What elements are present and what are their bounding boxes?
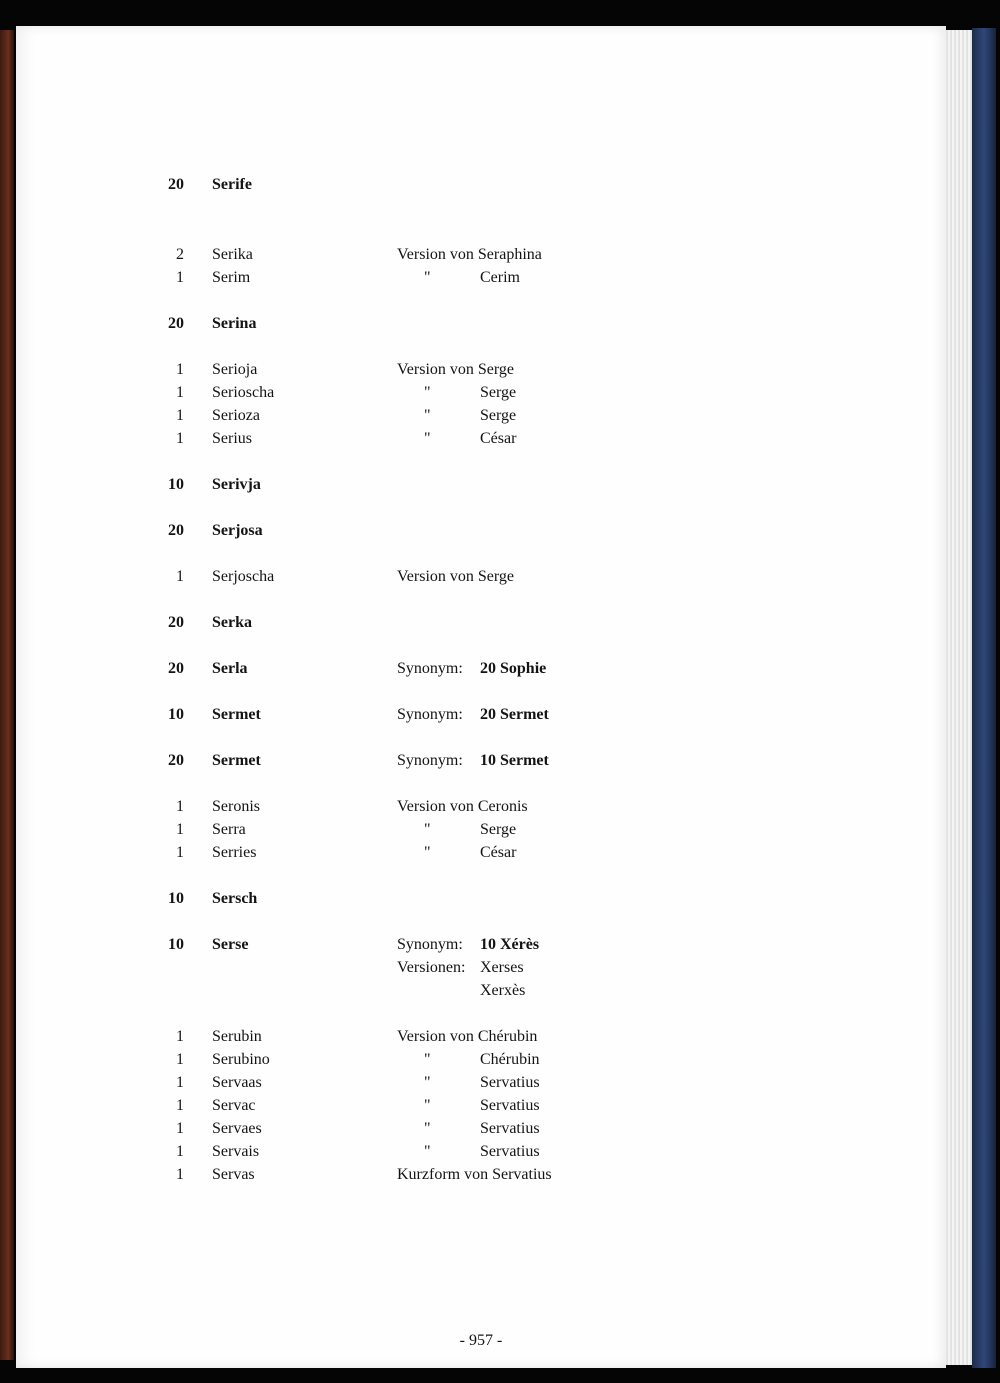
entry-frequency: 1 <box>176 844 184 861</box>
entry-note: Synonym: <box>397 752 463 769</box>
entry-name: Serubin <box>212 1028 262 1045</box>
entry-frequency: 1 <box>176 1028 184 1045</box>
entry-frequency: 20 <box>168 660 184 677</box>
name-entry-row <box>16 312 946 335</box>
entry-name: Serius <box>212 430 252 447</box>
name-entry-row <box>16 1163 946 1186</box>
entry-name: Servac <box>212 1097 256 1114</box>
name-entry-row <box>16 887 946 910</box>
entry-reference: 10 Xérès <box>480 936 540 953</box>
entry-name: Serjoscha <box>212 568 275 585</box>
name-entry-row <box>16 657 946 680</box>
name-entry-row <box>16 1117 946 1140</box>
book-cover-right <box>972 28 996 1368</box>
entry-name: Serioja <box>212 361 258 378</box>
entry-frequency: 1 <box>176 1120 184 1137</box>
entry-name: Serivja <box>212 476 261 493</box>
entry-reference: César <box>480 430 517 447</box>
entry-frequency: 20 <box>168 522 184 539</box>
entry-name: Servaas <box>212 1074 262 1091</box>
name-entry-row <box>16 1048 946 1071</box>
entry-name: Serka <box>212 614 252 631</box>
entry-reference: Chérubin <box>480 1051 540 1068</box>
entry-reference: Servatius <box>480 1097 540 1114</box>
name-entry-row <box>16 956 946 979</box>
name-entry-row <box>16 1094 946 1117</box>
entry-note: " <box>424 407 431 424</box>
entry-frequency: 10 <box>168 936 184 953</box>
name-entry-row <box>16 173 946 196</box>
entry-frequency: 1 <box>176 821 184 838</box>
entry-name: Servas <box>212 1166 255 1183</box>
entry-note: " <box>424 1143 431 1160</box>
name-entry-row <box>16 473 946 496</box>
entry-note: " <box>424 1051 431 1068</box>
entry-frequency: 1 <box>176 1074 184 1091</box>
entry-reference: Serge <box>480 821 517 838</box>
entry-frequency: 2 <box>176 246 184 263</box>
name-entries-list <box>16 26 946 1368</box>
entry-note: Kurzform von Servatius <box>397 1166 552 1183</box>
entry-frequency: 1 <box>176 361 184 378</box>
entry-name: Serra <box>212 821 246 838</box>
name-entry-row <box>16 1071 946 1094</box>
entry-note: " <box>424 384 431 401</box>
entry-reference: Xerxès <box>480 982 526 999</box>
entry-note: " <box>424 430 431 447</box>
entry-note: Version von Serge <box>397 361 515 378</box>
entry-name: Serla <box>212 660 248 677</box>
entry-name: Serioscha <box>212 384 275 401</box>
entry-reference: Serge <box>480 407 517 424</box>
entry-reference: 10 Sermet <box>480 752 549 769</box>
entry-name: Serim <box>212 269 251 286</box>
entry-reference: 20 Sermet <box>480 706 549 723</box>
entry-name: Serries <box>212 844 257 861</box>
name-entry-row <box>16 611 946 634</box>
entry-note: Versionen: <box>397 959 466 976</box>
name-entry-row <box>16 565 946 588</box>
name-entry-row <box>16 818 946 841</box>
name-entry-row <box>16 404 946 427</box>
name-entry-row <box>16 795 946 818</box>
entry-name: Serife <box>212 176 252 193</box>
entry-note: " <box>424 1120 431 1137</box>
entry-frequency: 10 <box>168 476 184 493</box>
entry-reference: 20 Sophie <box>480 660 547 677</box>
entry-note: " <box>424 844 431 861</box>
entry-frequency: 1 <box>176 430 184 447</box>
name-entry-row <box>16 979 946 1002</box>
entry-note: Synonym: <box>397 660 463 677</box>
entry-name: Serina <box>212 315 257 332</box>
entry-reference: Servatius <box>480 1074 540 1091</box>
entry-frequency: 1 <box>176 798 184 815</box>
name-entry-row <box>16 243 946 266</box>
name-entry-row <box>16 427 946 450</box>
entry-reference: César <box>480 844 517 861</box>
name-entry-row <box>16 266 946 289</box>
entry-note: " <box>424 269 431 286</box>
entry-name: Serjosa <box>212 522 263 539</box>
name-entry-row <box>16 1140 946 1163</box>
entry-frequency: 1 <box>176 384 184 401</box>
name-entry-row <box>16 841 946 864</box>
entry-name: Sermet <box>212 706 261 723</box>
name-entry-row <box>16 358 946 381</box>
entry-frequency: 10 <box>168 890 184 907</box>
entry-note: Version von Seraphina <box>397 246 542 263</box>
entry-frequency: 1 <box>176 1166 184 1183</box>
name-entry-row <box>16 703 946 726</box>
entry-name: Servais <box>212 1143 260 1160</box>
entry-name: Sersch <box>212 890 258 907</box>
name-entry-row <box>16 381 946 404</box>
entry-frequency: 1 <box>176 568 184 585</box>
entry-frequency: 1 <box>176 1097 184 1114</box>
name-entry-row <box>16 933 946 956</box>
entry-note: Synonym: <box>397 706 463 723</box>
name-entry-row <box>16 1025 946 1048</box>
entry-frequency: 1 <box>176 269 184 286</box>
entry-frequency: 20 <box>168 752 184 769</box>
entry-frequency: 1 <box>176 1051 184 1068</box>
name-entry-row <box>16 519 946 542</box>
entry-note: " <box>424 1097 431 1114</box>
entry-reference: Serge <box>480 384 517 401</box>
book-page <box>16 26 946 1368</box>
entry-frequency: 1 <box>176 407 184 424</box>
entry-reference: Servatius <box>480 1143 540 1160</box>
entry-reference: Xerses <box>480 959 524 976</box>
entry-name: Serse <box>212 936 249 953</box>
entry-frequency: 20 <box>168 614 184 631</box>
entry-note: " <box>424 1074 431 1091</box>
entry-note: Version von Serge <box>397 568 515 585</box>
entry-name: Sermet <box>212 752 261 769</box>
entry-frequency: 10 <box>168 706 184 723</box>
book-spine-left <box>0 30 14 1360</box>
entry-name: Serubino <box>212 1051 270 1068</box>
entry-name: Servaes <box>212 1120 262 1137</box>
entry-note: Version von Chérubin <box>397 1028 538 1045</box>
name-entry-row <box>16 749 946 772</box>
entry-frequency: 20 <box>168 176 184 193</box>
entry-note: Synonym: <box>397 936 463 953</box>
entry-note: Version von Ceronis <box>397 798 528 815</box>
entry-reference: Cerim <box>480 269 520 286</box>
entry-name: Serika <box>212 246 253 263</box>
entry-frequency: 20 <box>168 315 184 332</box>
entry-reference: Servatius <box>480 1120 540 1137</box>
entry-name: Seronis <box>212 798 260 815</box>
entry-frequency: 1 <box>176 1143 184 1160</box>
entry-note: " <box>424 821 431 838</box>
page-number: - 957 - <box>459 1332 503 1349</box>
entry-name: Serioza <box>212 407 260 424</box>
